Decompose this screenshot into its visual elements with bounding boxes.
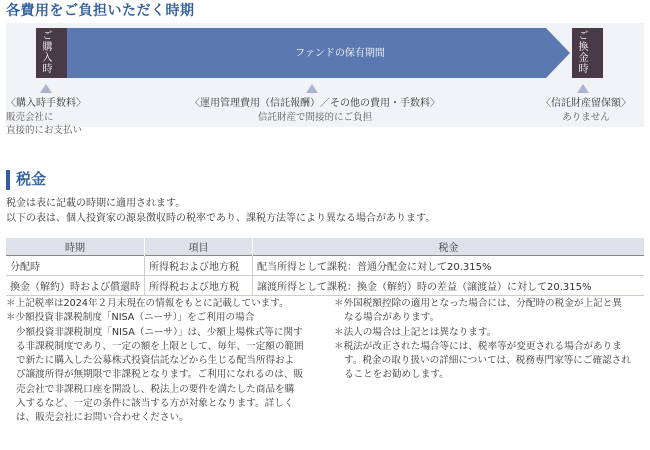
trust-reserve-fee (528, 97, 644, 124)
management-fee (165, 97, 465, 124)
note-line: で新たに購入した公募株式投資信託などから生じる配当所得およ (16, 355, 295, 367)
table-cell: 配当所得として課税：普通分配金に対して20.315% (253, 256, 645, 276)
tax-table-header (6, 238, 644, 256)
tax-intro-line: 以下の表は、個人投資家の源泉徴収時の税率であり、課税方法等により異なる場合があります。 (6, 213, 436, 224)
tax-table (6, 238, 644, 296)
tax-title-accent (6, 170, 10, 190)
tax-intro-line: 税金は表に記載の時期に適用されます。 (6, 198, 186, 209)
table-cell: 所得税および地方税 (145, 276, 253, 296)
table-row (6, 256, 644, 276)
column-header-item: 項目 (145, 238, 253, 256)
table-cell: 所得税および地方税 (145, 256, 253, 276)
note-line: 少額投資非課税制度「NISA（ニーサ）」は、少額上場株式等に関す (16, 326, 303, 338)
note-line: す。税金の取り扱いの詳細については、税務専門家等にご確認され (344, 355, 631, 367)
section-title-fee-timing: 各費用をご負担いただく時期 (6, 3, 195, 19)
note-line: ＊少額投資非課税制度「NISA（ニーサ）」をご利用の場合 (6, 312, 255, 324)
purchase-fee (6, 97, 116, 137)
note-line: ＊外国税額控除の適用となった場合には、分配時の税金が上記と異 (334, 298, 622, 309)
table-cell: 譲渡所得として課税：換金（解約）時の差益（譲渡益）に対して20.315% (253, 276, 645, 296)
table-cell: 換金（解約）時および償還時 (6, 276, 145, 296)
note-line: は、販売会社にお問い合わせください。 (16, 412, 189, 424)
period-marker-icon (306, 84, 318, 93)
tax-notes-right (334, 297, 646, 383)
purchase-timing-label: ご購入時 (40, 30, 51, 74)
purchase-fee-heading: 〈購入時手数料〉 (6, 98, 86, 109)
table-cell: 分配時 (6, 256, 145, 276)
table-row (6, 276, 644, 296)
note-line: ＊法人の場合は上記とは異なります。 (334, 326, 497, 338)
note-line: 売会社で非課税口座を開設し、税法上の要件を満たした商品を購 (16, 383, 295, 395)
redemption-marker-icon (577, 84, 589, 93)
purchase-marker-icon (40, 84, 52, 93)
trust-reserve-heading: 〈信託財産留保額〉 (541, 98, 631, 109)
holding-period-label: ファンドの保有期間 (295, 48, 385, 59)
trust-reserve-note: ありません (562, 112, 610, 123)
column-header-timing: 時期 (6, 238, 145, 256)
note-line: び譲渡所得が無期限で非課税となります。ご利用になれるのは、販 (16, 369, 304, 381)
redemption-timing-label: ご換金時 (576, 30, 587, 74)
management-fee-heading: 〈運用管理費用（信託報酬）／その他の費用・手数料〉 (190, 98, 440, 109)
note-line: る非課税制度であり、一定の額を上限として、毎年、一定額の範囲 (16, 340, 304, 352)
note-line: なる場合があります。 (344, 312, 440, 324)
column-header-tax: 税金 (253, 238, 645, 256)
tax-notes-left (6, 297, 324, 426)
management-fee-note: 信託財産で間接的にご負担 (257, 112, 372, 123)
note-line: ＊上記税率は2024年２月末現在の情報をもとに記載しています。 (6, 298, 289, 309)
note-line: 入するなど、一定の条件に該当する方が対象となります。詳しく (16, 398, 294, 410)
note-line: ることをお勧めします。 (344, 369, 449, 381)
section-title-tax: 税金 (16, 170, 47, 188)
purchase-fee-note: 販売会社に (6, 112, 54, 123)
note-line: ＊税法が改正された場合等には、税率等が変更される場合がありま (334, 340, 622, 352)
purchase-fee-note: 直接的にお支払い (6, 125, 83, 136)
nisa-description (6, 326, 324, 426)
